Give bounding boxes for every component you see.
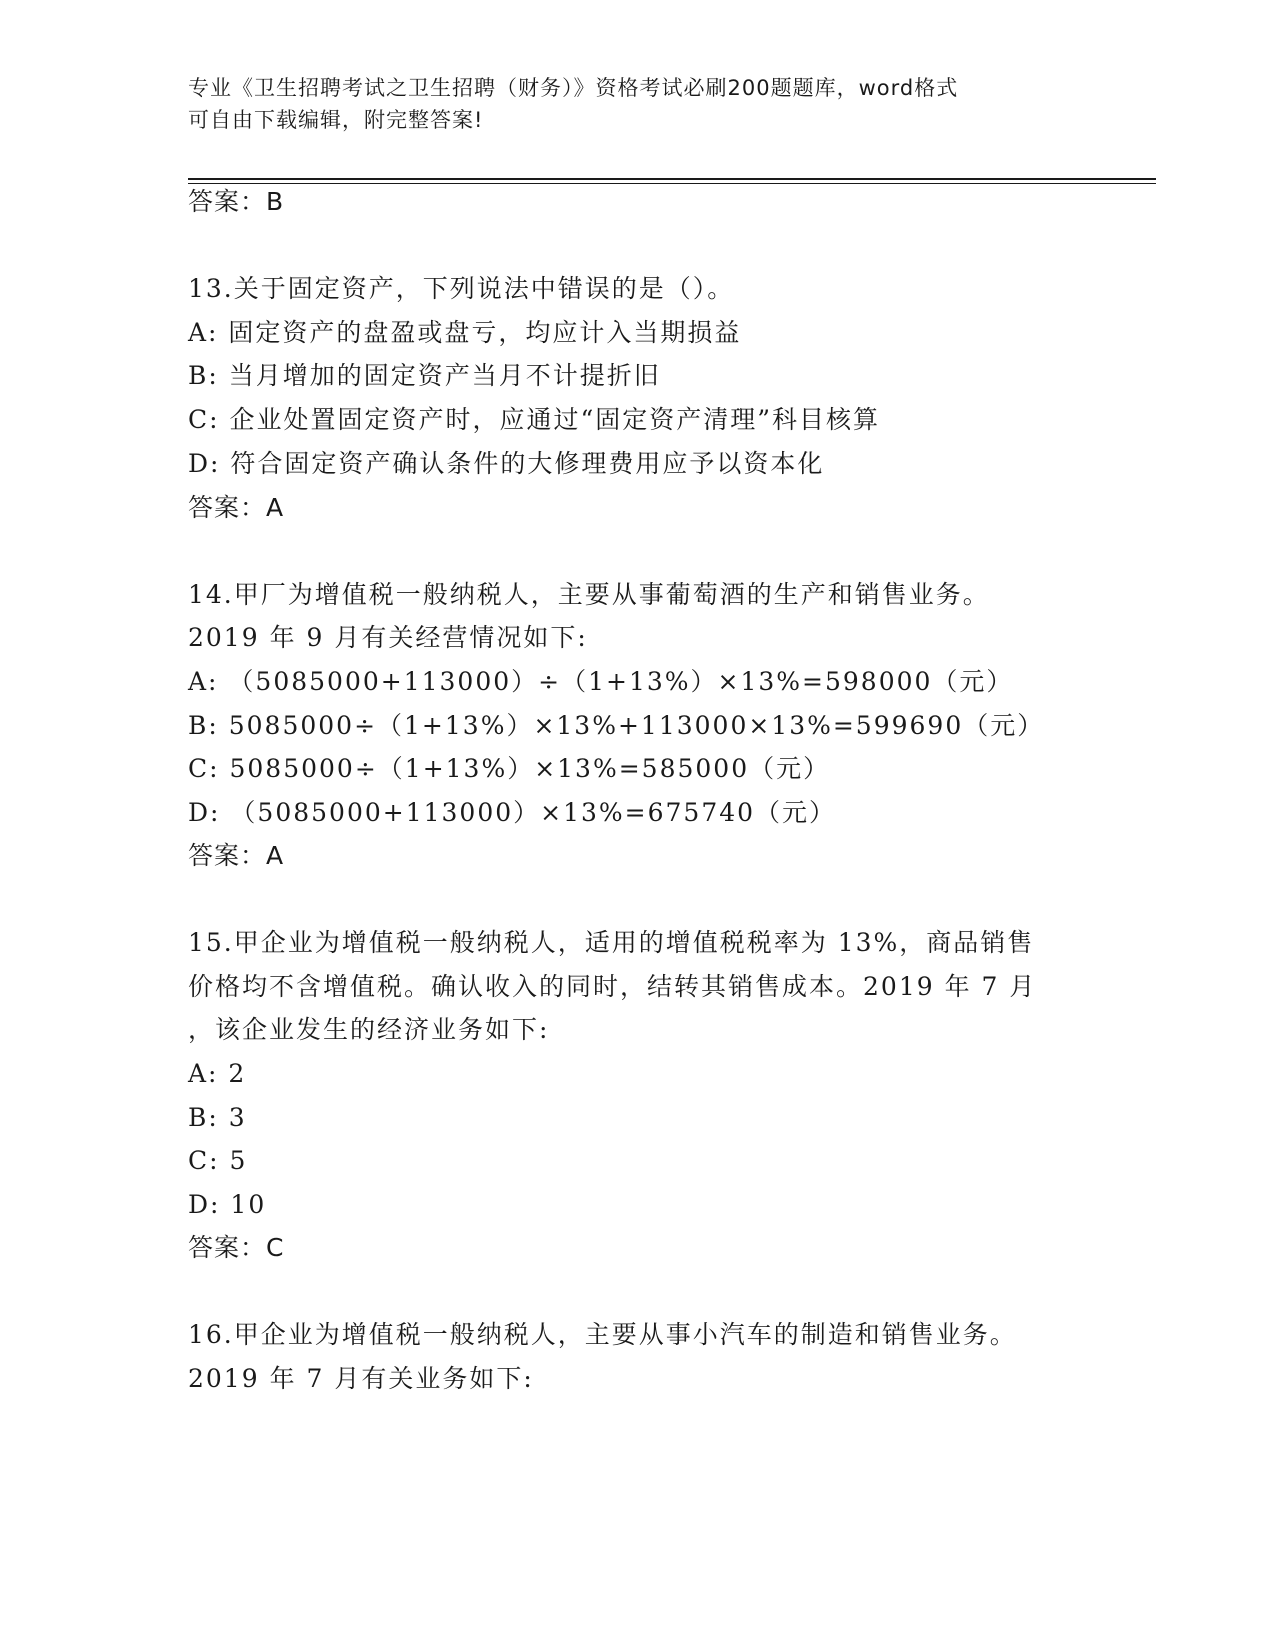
q13-option-b: B: 当月增加的固定资产当月不计提折旧 <box>188 361 661 390</box>
q15-option-d: D: 10 <box>188 1190 267 1219</box>
q14-option-a: A: （5085000+113000）÷（1+13%）×13%=598000（元） <box>188 667 1014 696</box>
q14-option-d: D: （5085000+113000）×13%=675740（元） <box>188 798 837 827</box>
header-rule-thin <box>188 183 1156 184</box>
q16-stem-line-1: 16.甲企业为增值税一般纳税人，主要从事小汽车的制造和销售业务。 <box>188 1320 1017 1349</box>
q14-answer: 答案：A <box>188 841 285 870</box>
header-title-line-2: 可自由下载编辑，附完整答案! <box>188 108 484 132</box>
header-rule-thick <box>188 178 1156 180</box>
q13-stem: 13.关于固定资产，下列说法中错误的是（）。 <box>188 274 735 303</box>
q15-option-c: C: 5 <box>188 1146 248 1175</box>
previous-answer: 答案：B <box>188 187 285 216</box>
header-title-line-1: 专业《卫生招聘考试之卫生招聘（财务）》资格考试必刷200题题库，word格式 <box>188 76 959 100</box>
q13-answer: 答案：A <box>188 493 285 522</box>
q15-stem-line-3: ，该企业发生的经济业务如下: <box>188 1015 550 1044</box>
q14-stem-line-2: 2019 年 9 月有关经营情况如下: <box>188 623 588 652</box>
q14-option-b: B: 5085000÷（1+13%）×13%+113000×13%=599690（元） <box>188 711 1045 740</box>
q14-stem-line-1: 14.甲厂为增值税一般纳税人，主要从事葡萄酒的生产和销售业务。 <box>188 580 990 609</box>
q15-option-a: A: 2 <box>188 1059 247 1088</box>
page-header <box>188 72 1068 136</box>
q14-option-c: C: 5085000÷（1+13%）×13%=585000（元） <box>188 754 831 783</box>
q15-answer: 答案：C <box>188 1233 285 1262</box>
q15-stem-line-2: 价格均不含增值税。确认收入的同时，结转其销售成本。2019 年 7 月 <box>188 972 1037 1001</box>
q15-option-b: B: 3 <box>188 1103 247 1132</box>
q16-stem-line-2: 2019 年 7 月有关业务如下: <box>188 1364 534 1393</box>
q13-option-a: A: 固定资产的盘盈或盘亏，均应计入当期损益 <box>188 318 742 347</box>
q15-stem-line-1: 15.甲企业为增值税一般纳税人，适用的增值税税率为 13%，商品销售 <box>188 928 1035 957</box>
q13-option-d: D: 符合固定资产确认条件的大修理费用应予以资本化 <box>188 449 825 478</box>
q13-option-c: C: 企业处置固定资产时，应通过“固定资产清理”科目核算 <box>188 405 881 434</box>
